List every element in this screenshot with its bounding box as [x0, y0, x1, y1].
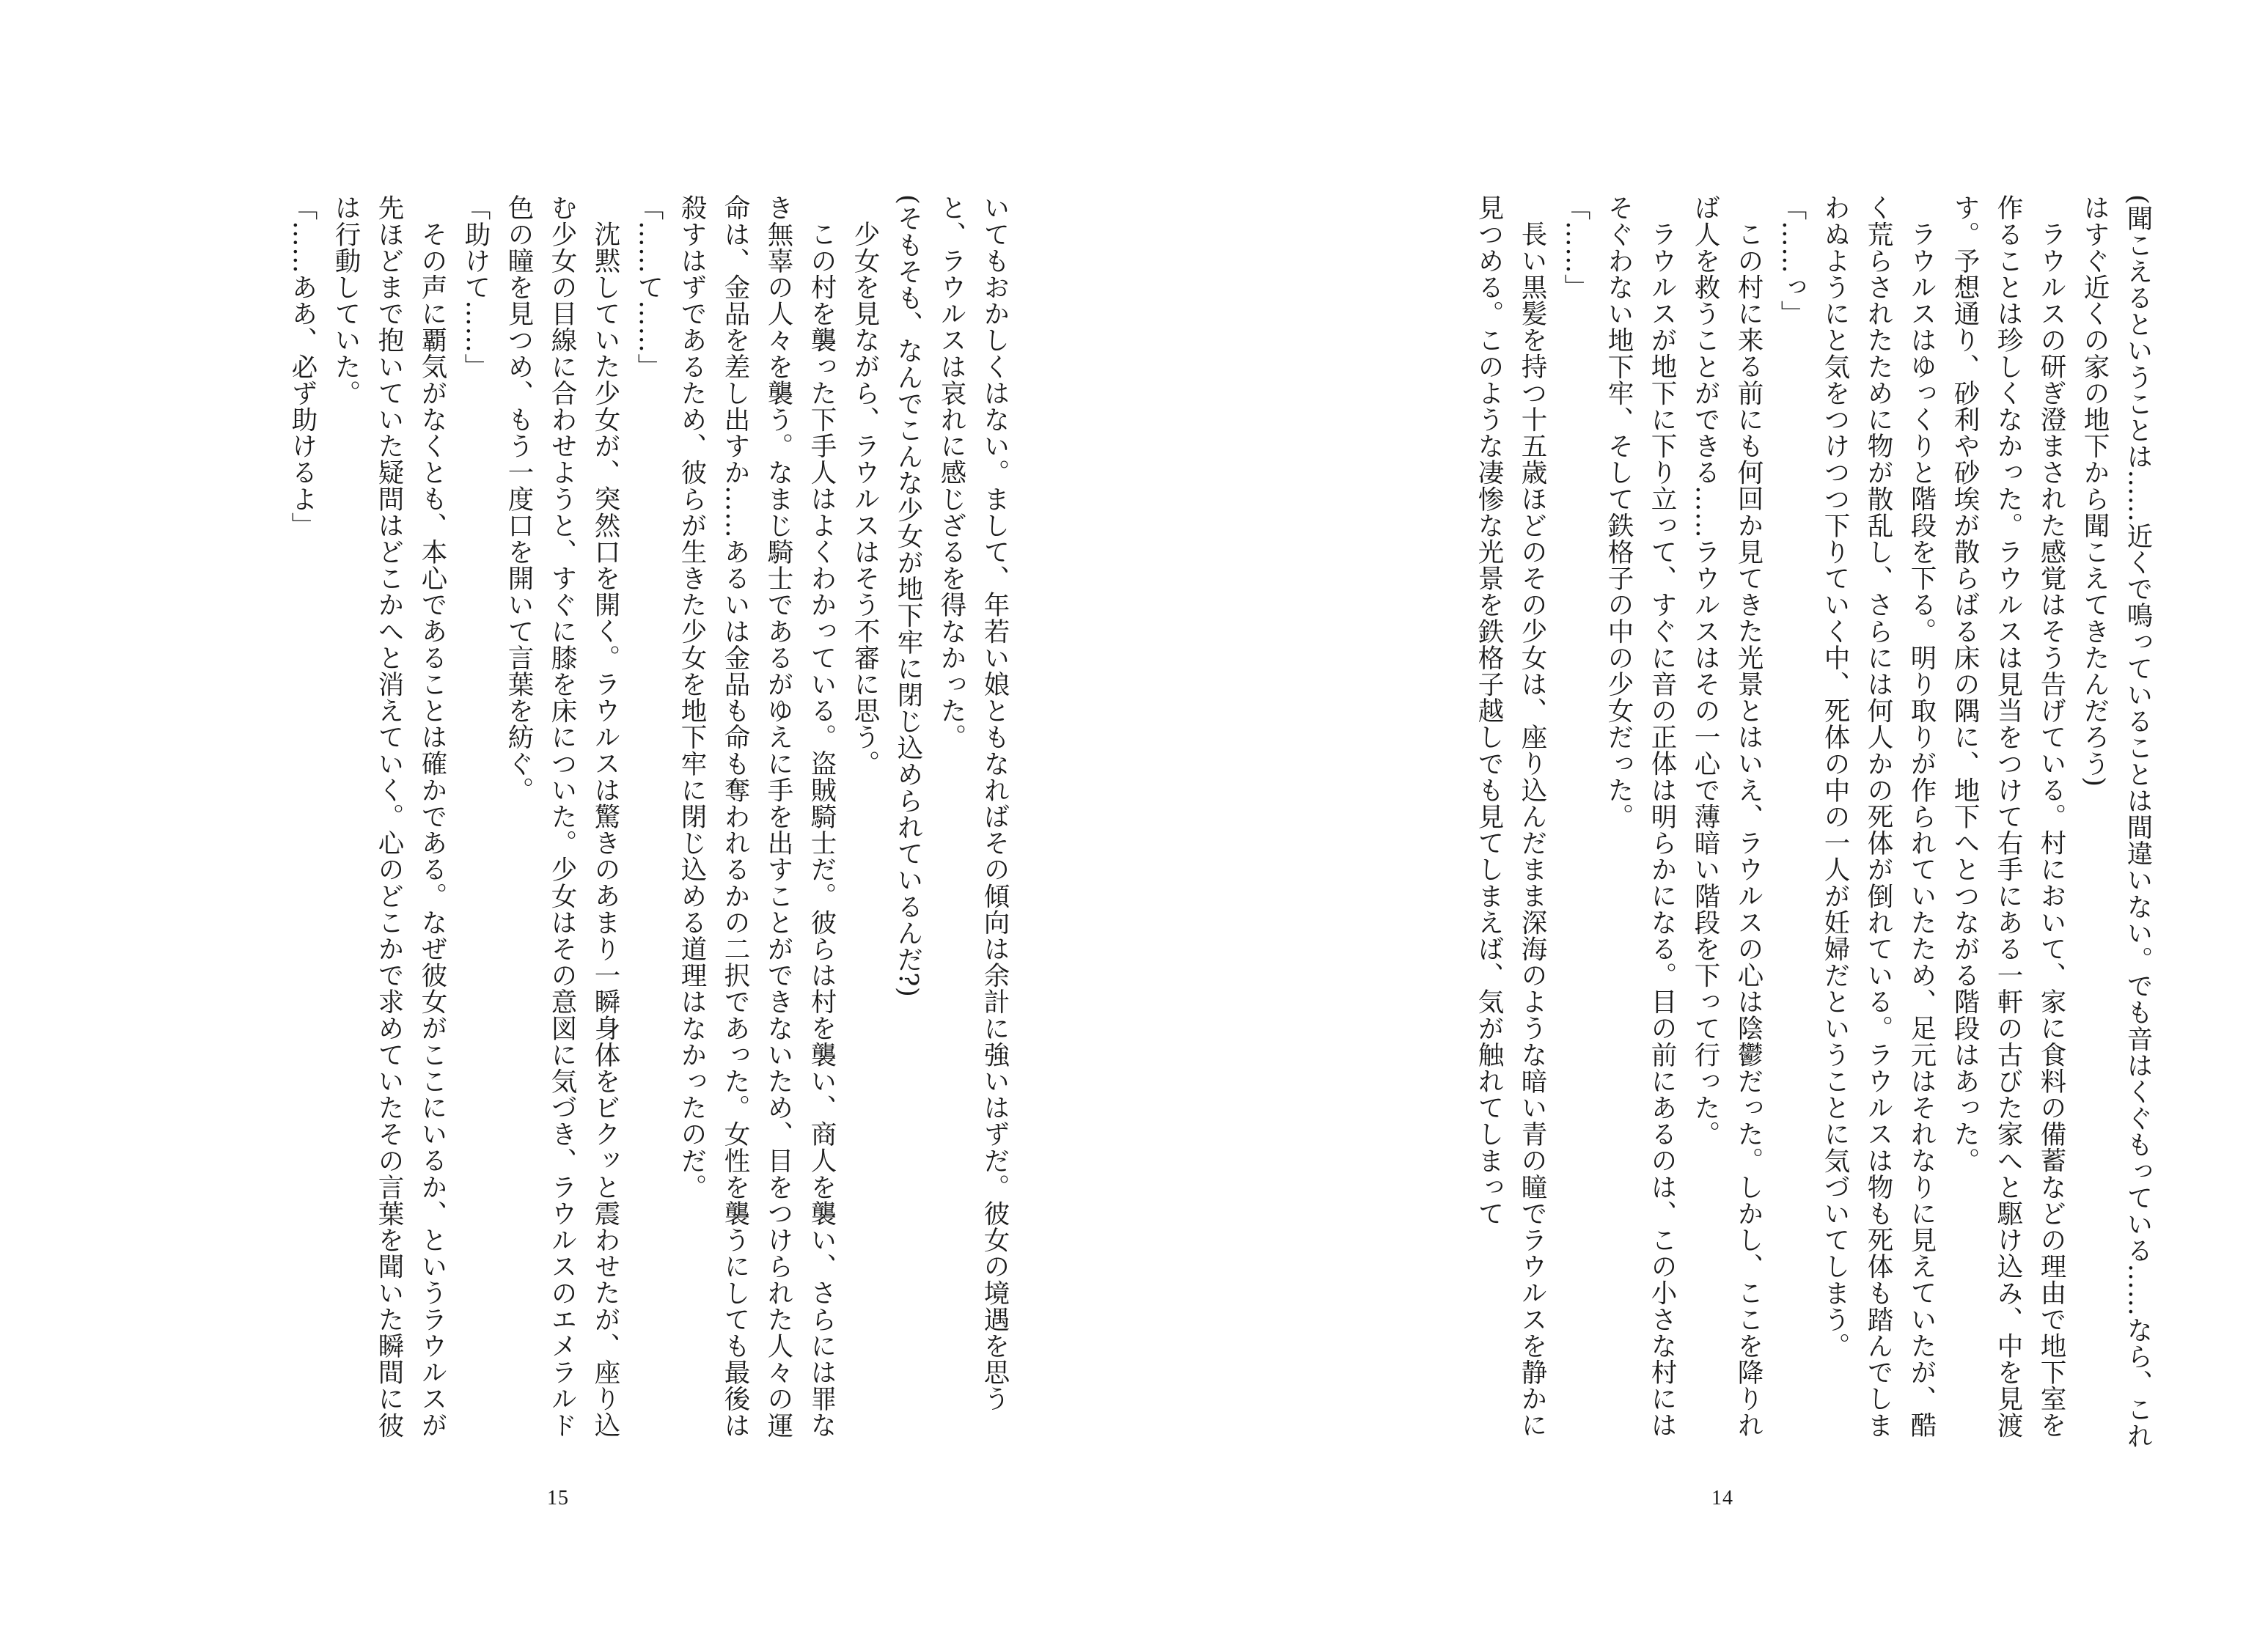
right-page-text [1302, 194, 2159, 1455]
paragraph: 沈黙していた少女が、突然口を開く。ラウルスは驚きのあまり一瞬身体をビクッと震わせたが、座り込む少女の目線に合わせようと、すぐに膝を床についた。少女はその意図に気づき、ラウルスのエメラルド色の瞳を見つめ、もう一度口を開いて言葉を紡ぐ。 [504, 194, 620, 1438]
paragraph: その声に覇気がなくとも、本心であることは確かである。なぜ彼女がここにいるか、というラウルスが先ほどまで抱いていた疑問はどこかへと消えていく。心のどこかで求めていたその言葉を聞いた瞬間に彼は行動していた。 [331, 194, 447, 1438]
right-page [1134, 0, 2268, 1629]
paragraph: (そもそも、なんでこんな少女が地下牢に閉じ込められているんだ?) [893, 194, 923, 998]
paragraph: いてもおかしくはない。まして、年若い娘ともなればその傾向は余計に強いはずだ。彼女の境遇を思うと、ラウルスは哀れに感じざるを得なかった。 [936, 194, 1010, 1412]
paragraph: (聞こえるということは……近くで鳴っていることは間違いない。でも音はくぐもっている……なら、これはすぐ近くの家の地下から聞こえてきたんだろう) [2080, 194, 2153, 1449]
paragraph: ラウルスが地下に下り立って、すぐに音の正体は明らかになる。目の前にあるのは、この小さな村にはそぐわない地下牢、そして鉄格子の中の少女だった。 [1604, 194, 1677, 1438]
dialogue-line: 「……て……」 [634, 194, 664, 380]
dialogue-line: 「……」 [1560, 194, 1590, 301]
dialogue-line: 「……ああ、必ず助けるよ」 [287, 194, 318, 539]
page-number: 14 [1711, 1487, 1733, 1510]
paragraph: ラウルスはゆっくりと階段を下る。明り取りが作られていたため、足元はそれなりに見えていたが、酷く荒らされたために物が散乱し、さらには何人かの死体が倒れている。ラウルスは物も死体も踏んでしまわぬようにと気をつけつつ下りていく中、死体の中の一人が妊婦だということに気づいてしまう。 [1820, 194, 1937, 1438]
paragraph: 長い黒髪を持つ十五歳ほどのその少女は、座り込んだまま深海のような暗い青の瞳でラウルスを静かに見つめる。このような凄惨な光景を鉄格子越しでも見てしまえば、気が触れてしまって [1474, 194, 1547, 1438]
paragraph: この村に来る前にも何回か見てきた光景とはいえ、ラウルスの心は陰鬱だった。しかし、ここを降りれば人を救うことができる……ラウルスはその一心で薄暗い階段を下って行った。 [1690, 194, 1764, 1438]
left-page-text [158, 194, 1016, 1455]
paragraph: ラウルスの研ぎ澄まされた感覚はそう告げている。村において、家に食料の備蓄などの理由で地下室を作ることは珍しくなかった。ラウルスは見当をつけて右手にある一軒の古びた家へと駆け込み、中を見渡す。予想通り、砂利や砂埃が散らばる床の隅に、地下へとつながる階段はあった。 [1950, 194, 2066, 1438]
paragraph: 少女を見ながら、ラウルスはそう不審に思う。 [850, 220, 880, 776]
paragraph: この村を襲った下手人はよくわかっている。盗賊騎士だ。彼らは村を襲い、商人を襲い、さらには罪なき無辜の人々を襲う。なまじ騎士であるがゆえに手を出すことができないため、目をつけられた人々の運命は、金品を差し出すか……あるいは金品も命も奪われるかの二択であった。女性を襲うにしても最後は殺すはずであるため、彼らが生きた少女を地下牢に閉じ込める道理はなかったのだ。 [677, 194, 837, 1438]
dialogue-line: 「……っ」 [1777, 194, 1807, 327]
page-number: 15 [547, 1487, 569, 1510]
dialogue-line: 「助けて……」 [460, 194, 491, 380]
